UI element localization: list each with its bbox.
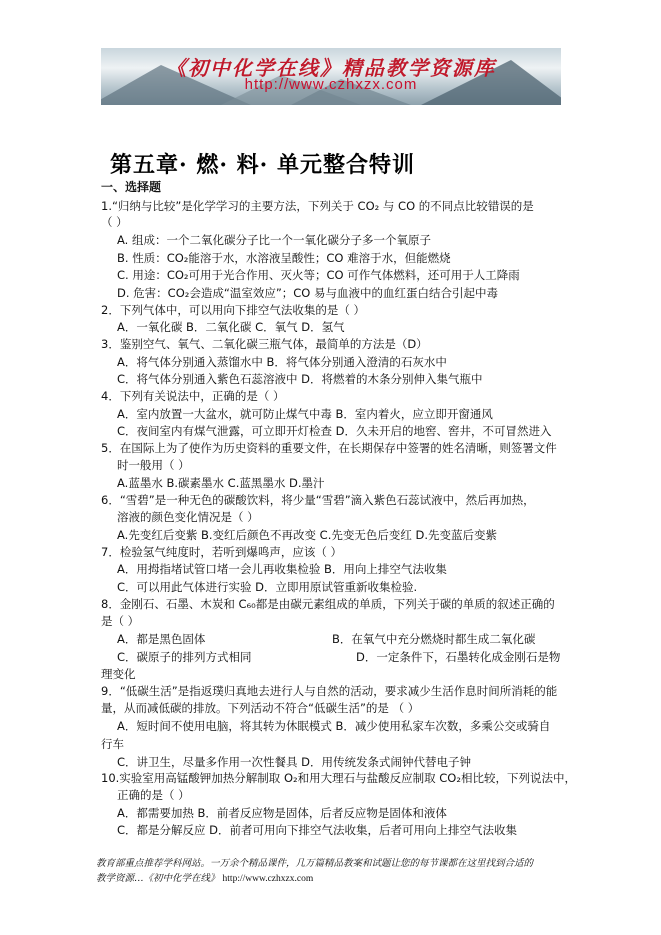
option-line: C．夜间室内有煤气泄露，可立即开灯检查 D．久未开启的地窖、窖井，不可冒然进入 <box>117 424 552 438</box>
banner-url: http://www.czhxzx.com <box>244 76 418 93</box>
footer-line: 教育部重点推荐学科网站。一万余个精品课件，几万篇精品教案和试题让您的每节课都在这里找到合适的 <box>96 858 534 869</box>
option-line: B. 性质：CO₂能溶于水，水溶液呈酸性；CO 难溶于水，但能燃烧 <box>117 251 451 265</box>
question-line: （ ） <box>101 215 128 229</box>
option-line: 理变化 <box>101 667 136 681</box>
option-line: A．都是黑色固体 <box>117 632 206 646</box>
option-line: A．将气体分别通入蒸馏水中 B．将气体分别通入澄清的石灰水中 <box>117 355 447 369</box>
option-line: C. 用途：CO₂可用于光合作用、灭火等；CO 可作气体燃料，还可用于人工降雨 <box>117 268 520 282</box>
question-line: 2．下列气体中，可以用向下排空气法收集的是（ ） <box>101 303 365 317</box>
question-line: 是（ ） <box>101 614 140 628</box>
question-line: 3．鉴别空气、氧气、二氧化碳三瓶气体，最简单的方法是（D） <box>101 337 428 351</box>
question-line: 10.实验室用高锰酸钾加热分解制取 O₂和用大理石与盐酸反应制取 CO₂相比较，下列说法中， <box>101 771 576 785</box>
option-line: A.蓝墨水 B.碳素墨水 C.蓝黑墨水 D.墨汁 <box>117 476 325 490</box>
question-line: 1.“归纳与比较”是化学学习的主要方法，下列关于 CO₂ 与 CO 的不同点比较错误的是 <box>101 199 534 213</box>
banner-title: 《初中化学在线》精品教学资源库 <box>166 56 496 80</box>
option-line: D. 危害：CO₂会造成“温室效应”；CO 易与血液中的血红蛋白结合引起中毒 <box>117 286 499 300</box>
question-line: 6．“雪碧”是一种无色的碳酸饮料，将少量“雪碧”滴入紫色石蕊试液中，然后再加热， <box>101 493 535 507</box>
question-line: 9．“低碳生活”是指返璞归真地去进行人与自然的活动，要求减少生活作息时间所消耗的能 <box>101 684 558 698</box>
option-line: A. 组成：一个二氧化碳分子比一个一氧化碳分子多一个氧原子 <box>117 233 431 247</box>
option-line: D．一定条件下，石墨转化成金刚石是物 <box>356 650 561 664</box>
option-line: B．在氧气中充分燃烧时都生成二氧化碳 <box>332 632 536 646</box>
question-line: 量，从而减低碳的排放。下列活动不符合“低碳生活”的是 （ ） <box>101 701 420 715</box>
question-line: 7．检验氢气纯度时，若听到爆鸣声，应该（ ） <box>101 545 342 559</box>
option-line: C．将气体分别通入紫色石蕊溶液中 D．将燃着的木条分别伸入集气瓶中 <box>117 372 483 386</box>
page-title: 第五章· 燃· 料· 单元整合特训 <box>110 152 415 178</box>
option-line: A．室内放置一大盆水，就可防止煤气中毒 B．室内着火，应立即开窗通风 <box>117 407 493 421</box>
footer-text: 教学资源…《初中化学在线》 <box>96 873 220 884</box>
option-line: A．短时间不使用电脑，将其转为休眠模式 B．减少使用私家车次数，多乘公交或骑自 <box>117 719 551 733</box>
option-line: C．可以用此气体进行实验 D．立即用原试管重新收集检验. <box>117 580 418 594</box>
option-line: A．用拇指堵试管口堵一会儿再收集检验 B．用向上排空气法收集 <box>117 562 447 576</box>
option-line: C．讲卫生，尽量多作用一次性餐具 D．用传统发条式闹钟代替电子钟 <box>117 755 472 769</box>
question-line: 时一般用（ ） <box>117 458 190 472</box>
option-line: 行车 <box>101 737 124 751</box>
question-line: 5．在国际上为了使作为历史资料的重要文件，在长期保存中签署的姓名清晰，则签署文件 <box>101 441 557 455</box>
question-line: 正确的是（ ） <box>117 788 190 802</box>
question-line: 8．金刚石、石墨、木炭和 C₆₀都是由碳元素组成的单质，下列关于碳的单质的叙述正确的 <box>101 597 555 611</box>
question-line: 4．下列有关说法中，正确的是（ ） <box>101 389 285 403</box>
option-line: A.先变红后变紫 B.变红后颜色不再改变 C.先变无色后变红 D.先变蓝后变紫 <box>117 528 498 542</box>
footer-line <box>96 870 313 884</box>
option-line: C．碳原子的排列方式相同 <box>117 650 252 664</box>
option-line: A．一氧化碳 B．二氧化碳 C．氧气 D．氢气 <box>117 320 345 334</box>
footer-url[interactable]: http://www.czhxzx.com <box>222 874 314 884</box>
section-heading: 一、选择题 <box>101 180 162 194</box>
option-line: A．都需要加热 B．前者反应物是固体，后者反应物是固体和液体 <box>117 806 447 820</box>
question-line: 溶液的颜色变化情况是（ ） <box>117 510 259 524</box>
option-line: C．都是分解反应 D．前者可用向下排空气法收集，后者可用向上排空气法收集 <box>117 823 518 837</box>
